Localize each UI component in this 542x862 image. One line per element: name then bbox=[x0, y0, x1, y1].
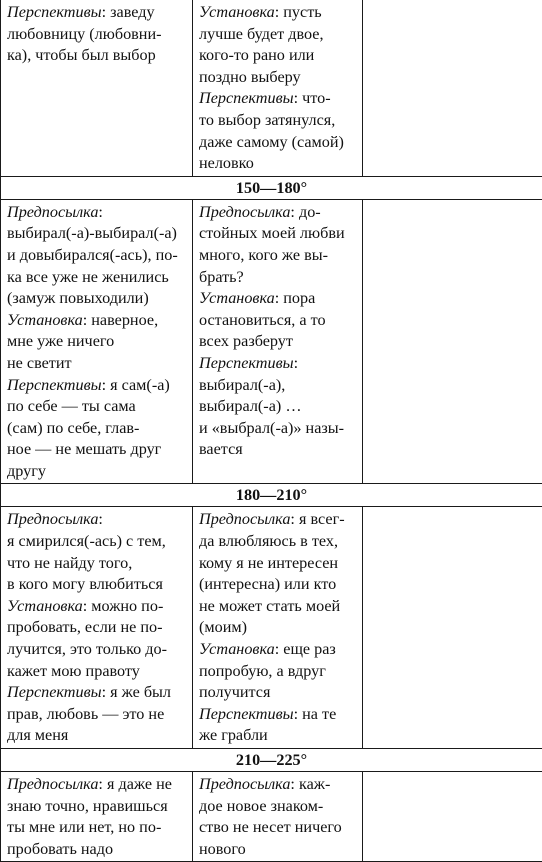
text-line bbox=[7, 223, 188, 245]
field-text: кого-то рано или bbox=[199, 46, 314, 64]
field-text: : пора bbox=[275, 289, 316, 307]
field-text: неловко bbox=[199, 154, 254, 172]
angle-range-row bbox=[1, 484, 542, 507]
field-text: : каж- bbox=[290, 775, 330, 793]
field-text: (интересна) или кто bbox=[199, 575, 336, 593]
field-text: (моим) bbox=[199, 618, 247, 636]
text-line bbox=[199, 774, 358, 796]
field-label: Установка bbox=[7, 597, 83, 615]
text-line bbox=[199, 2, 358, 24]
text-line bbox=[7, 310, 188, 332]
condition-cell bbox=[193, 199, 363, 484]
condition-cell bbox=[193, 0, 363, 176]
text-line bbox=[7, 661, 188, 683]
field-text: : что- bbox=[294, 89, 331, 107]
text-line bbox=[199, 288, 358, 310]
text-line bbox=[199, 245, 358, 267]
field-text: : bbox=[98, 203, 103, 221]
field-label: Перспективы bbox=[199, 89, 294, 107]
text-line bbox=[7, 704, 188, 726]
field-text: попробую, а вдруг bbox=[199, 662, 326, 680]
text-line bbox=[7, 531, 188, 553]
text-line bbox=[7, 439, 188, 461]
table-row bbox=[1, 772, 542, 862]
field-text: то выбор затянулся, bbox=[199, 111, 335, 129]
field-label: Перспективы bbox=[7, 3, 102, 21]
text-line bbox=[7, 288, 188, 310]
field-text: нового bbox=[199, 840, 246, 858]
field-label: Перспективы bbox=[199, 354, 294, 372]
empty-cell bbox=[363, 199, 542, 484]
angle-range-heading: 180—210° bbox=[1, 484, 542, 507]
angle-range-row bbox=[1, 176, 542, 199]
field-text: всех разберут bbox=[199, 332, 293, 350]
field-text: в кого могу влюбиться bbox=[7, 575, 163, 593]
text-line bbox=[7, 574, 188, 596]
field-text: ты мне или нет, но по- bbox=[7, 818, 161, 836]
field-text: мне уже ничего bbox=[7, 332, 114, 350]
field-text: : на те bbox=[294, 705, 337, 723]
field-label: Перспективы bbox=[199, 705, 294, 723]
condition-cell bbox=[193, 772, 363, 862]
field-text: (сам) по себе, глав- bbox=[7, 419, 139, 437]
text-line bbox=[199, 24, 358, 46]
text-line bbox=[199, 531, 358, 553]
field-text: : я даже не bbox=[98, 775, 172, 793]
text-line bbox=[199, 88, 358, 110]
angle-range-heading: 150—180° bbox=[1, 176, 542, 199]
field-text: пробовать, если не по- bbox=[7, 618, 163, 636]
text-line bbox=[7, 839, 188, 861]
text-line bbox=[199, 725, 358, 747]
text-line bbox=[7, 553, 188, 575]
field-text: не светит bbox=[7, 354, 72, 372]
field-text: : заведу bbox=[102, 3, 155, 21]
field-label: Установка bbox=[199, 3, 275, 21]
field-text: выбирал(-а), bbox=[199, 376, 285, 394]
text-line bbox=[199, 839, 358, 861]
text-line bbox=[199, 132, 358, 154]
field-text: даже самому (самой) bbox=[199, 133, 344, 151]
text-line bbox=[7, 396, 188, 418]
condition-cell bbox=[1, 0, 193, 176]
text-line bbox=[199, 661, 358, 683]
field-text: кажет мою правоту bbox=[7, 662, 140, 680]
field-text: : наверное, bbox=[83, 311, 158, 329]
field-text: брать? bbox=[199, 268, 244, 286]
field-text: да влюбляюсь в тех, bbox=[199, 532, 338, 550]
field-text: что не найду того, bbox=[7, 554, 132, 572]
text-line bbox=[199, 331, 358, 353]
text-line bbox=[7, 245, 188, 267]
table-row bbox=[1, 199, 542, 484]
field-text: не может стать моей bbox=[199, 597, 340, 615]
field-text: стойных моей любви bbox=[199, 224, 345, 242]
text-line bbox=[7, 461, 188, 483]
field-label: Предпосылка bbox=[7, 510, 98, 528]
text-line bbox=[199, 353, 358, 375]
text-line bbox=[199, 596, 358, 618]
field-text: вается bbox=[199, 440, 243, 458]
text-line bbox=[7, 796, 188, 818]
text-line bbox=[199, 682, 358, 704]
text-line bbox=[7, 596, 188, 618]
field-text: ка все уже не женились bbox=[7, 268, 169, 286]
text-line bbox=[7, 202, 188, 224]
text-line bbox=[7, 639, 188, 661]
condition-cell bbox=[1, 199, 193, 484]
field-text: : пусть bbox=[275, 3, 322, 21]
text-line bbox=[199, 223, 358, 245]
field-text: : я же был bbox=[102, 683, 171, 701]
text-line bbox=[199, 617, 358, 639]
field-text: выбирал(-а) … bbox=[199, 397, 302, 415]
empty-cell bbox=[363, 507, 542, 749]
condition-cell bbox=[1, 772, 193, 862]
field-label: Предпосылка bbox=[199, 775, 290, 793]
field-text: я смирился(-ась) с тем, bbox=[7, 532, 166, 550]
field-label: Установка bbox=[199, 640, 275, 658]
text-line bbox=[7, 682, 188, 704]
field-text: прав, любовь — это не bbox=[7, 705, 164, 723]
field-text: : bbox=[294, 354, 299, 372]
field-text: ка), чтобы был выбор bbox=[7, 46, 156, 64]
text-line bbox=[7, 725, 188, 747]
text-line bbox=[199, 396, 358, 418]
field-text: лучше будет двое, bbox=[199, 25, 324, 43]
text-line bbox=[199, 375, 358, 397]
text-line bbox=[7, 2, 188, 24]
text-line bbox=[199, 439, 358, 461]
text-line bbox=[199, 110, 358, 132]
field-text: : bbox=[98, 510, 103, 528]
field-text: ное — не мешать друг bbox=[7, 440, 161, 458]
field-text: поздно выберу bbox=[199, 68, 301, 86]
field-text: : я всег- bbox=[290, 510, 344, 528]
angle-range-row bbox=[1, 749, 542, 772]
text-line bbox=[199, 67, 358, 89]
text-line bbox=[199, 45, 358, 67]
text-line bbox=[7, 331, 188, 353]
text-line bbox=[7, 418, 188, 440]
text-line bbox=[7, 24, 188, 46]
text-line bbox=[7, 617, 188, 639]
text-line bbox=[199, 704, 358, 726]
field-text: другу bbox=[7, 462, 46, 480]
text-line bbox=[199, 553, 358, 575]
field-text: для меня bbox=[7, 726, 68, 744]
field-text: лучится, это только до- bbox=[7, 640, 167, 658]
field-label: Предпосылка bbox=[7, 775, 98, 793]
text-line bbox=[199, 310, 358, 332]
field-text: же грабли bbox=[199, 726, 268, 744]
text-line bbox=[199, 574, 358, 596]
empty-cell bbox=[363, 0, 542, 176]
field-label: Установка bbox=[199, 289, 275, 307]
field-text: пробовать надо bbox=[7, 840, 113, 858]
text-line bbox=[199, 509, 358, 531]
field-text: много, кого же вы- bbox=[199, 246, 328, 264]
field-label: Предпосылка bbox=[199, 203, 290, 221]
text-line bbox=[199, 418, 358, 440]
field-text: любовницу (любовни- bbox=[7, 25, 162, 43]
angle-range-heading: 210—225° bbox=[1, 749, 542, 772]
table-row bbox=[1, 0, 542, 176]
field-label: Перспективы bbox=[7, 683, 102, 701]
field-text: получится bbox=[199, 683, 270, 701]
field-label: Предпосылка bbox=[199, 510, 290, 528]
text-line bbox=[7, 509, 188, 531]
field-text: : можно по- bbox=[83, 597, 164, 615]
text-line bbox=[199, 796, 358, 818]
table-body bbox=[1, 0, 542, 862]
field-text: кому я не интересен bbox=[199, 554, 338, 572]
field-text: (замуж повыходили) bbox=[7, 289, 149, 307]
text-line bbox=[199, 153, 358, 175]
field-text: выбирал(-а)-выбирал(-а) bbox=[7, 224, 177, 242]
text-line bbox=[7, 45, 188, 67]
condition-cell bbox=[1, 507, 193, 749]
field-label: Перспективы bbox=[7, 376, 102, 394]
text-line bbox=[7, 774, 188, 796]
empty-cell bbox=[363, 772, 542, 862]
condition-cell bbox=[193, 507, 363, 749]
table-row bbox=[1, 507, 542, 749]
field-text: и довыбирался(-ась), по- bbox=[7, 246, 178, 264]
field-label: Предпосылка bbox=[7, 203, 98, 221]
field-text: : я сам(-а) bbox=[102, 376, 170, 394]
field-label: Установка bbox=[7, 311, 83, 329]
text-line bbox=[199, 202, 358, 224]
text-line bbox=[7, 375, 188, 397]
field-text: и «выбрал(-а)» назы- bbox=[199, 419, 344, 437]
text-line bbox=[199, 639, 358, 661]
text-line bbox=[199, 267, 358, 289]
field-text: по себе — ты сама bbox=[7, 397, 136, 415]
field-text: остановиться, а то bbox=[199, 311, 326, 329]
text-line bbox=[7, 267, 188, 289]
field-text: : до- bbox=[290, 203, 320, 221]
field-text: ство не несет ничего bbox=[199, 818, 342, 836]
field-text: : еще раз bbox=[275, 640, 336, 658]
field-text: знаю точно, нравишься bbox=[7, 797, 168, 815]
field-text: дое новое знаком- bbox=[199, 797, 323, 815]
text-line bbox=[7, 353, 188, 375]
